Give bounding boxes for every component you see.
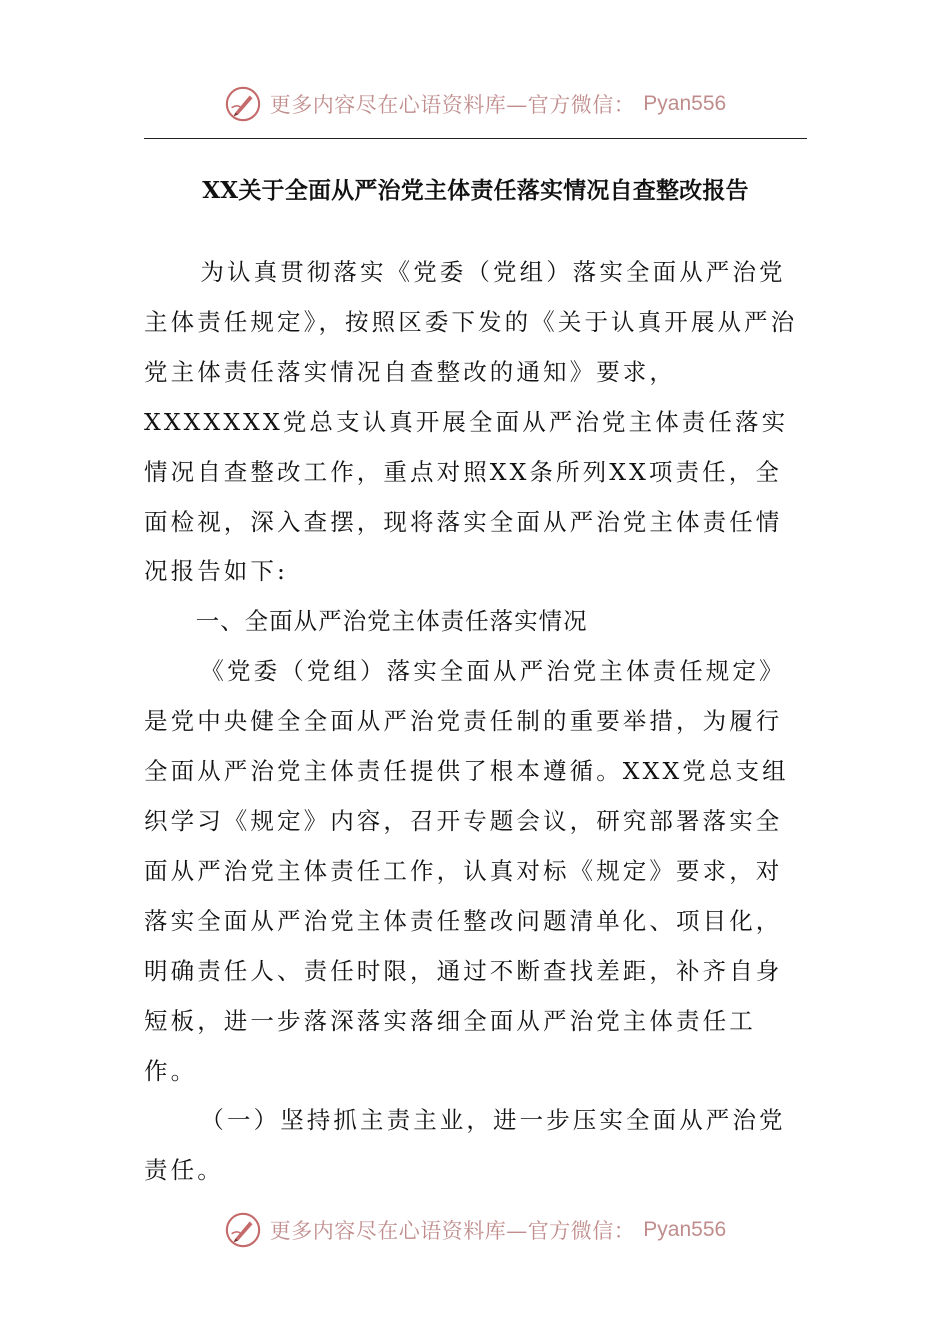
watermark-text: 更多内容尽在心语资料库—官方微信：: [269, 1219, 636, 1243]
pen-logo-icon: [224, 1211, 262, 1249]
wechat-id: Pyan556: [643, 1218, 727, 1241]
watermark-text: 更多内容尽在心语资料库—官方微信：: [269, 93, 636, 117]
header-watermark: [0, 82, 950, 126]
pen-logo-icon: [224, 85, 262, 123]
subsection-heading: （一）坚持抓主责主业，进一步压实全面从严治党责任。: [144, 1106, 786, 1185]
section-heading: 一、全面从严治党主体责任落实情况: [195, 607, 588, 636]
document-body: [144, 248, 807, 1196]
document-title: XX关于全面从严治党主体责任落实情况自查整改报告: [202, 177, 749, 204]
section-paragraph: 《党委（党组）落实全面从严治党主体责任规定》是党中央健全全面从严治党责任制的重要举措，为履行全面从严治党主体责任提供了根本遵循。XXX党总支组织学习《规定》内容，召开专题会议，研究部署落实全面从严治党主体责任工作，认真对标《规定》要求，对落实全面从严治党主体责任整改问题清单化、项目化，明确责任人、责任时限，通过不断查找差距，补齐自身短板，进一步落深落实落细全面从严治党主体责任工作。: [144, 657, 789, 1085]
footer-watermark: [0, 1208, 950, 1252]
intro-paragraph: 为认真贯彻落实《党委（党组）落实全面从严治党主体责任规定》，按照区委下发的《关于认真开展从严治党主体责任落实情况自查整改的通知》要求，XXXXXXX党总支认真开展全面从严治党主体责任落实情况自查整改工作，重点对照XX条所列XX项责任，全面检视，深入查摆，现将落实全面从严治党主体责任情况报告如下:: [144, 258, 798, 586]
header-divider: [144, 138, 807, 139]
wechat-id: Pyan556: [643, 92, 727, 115]
